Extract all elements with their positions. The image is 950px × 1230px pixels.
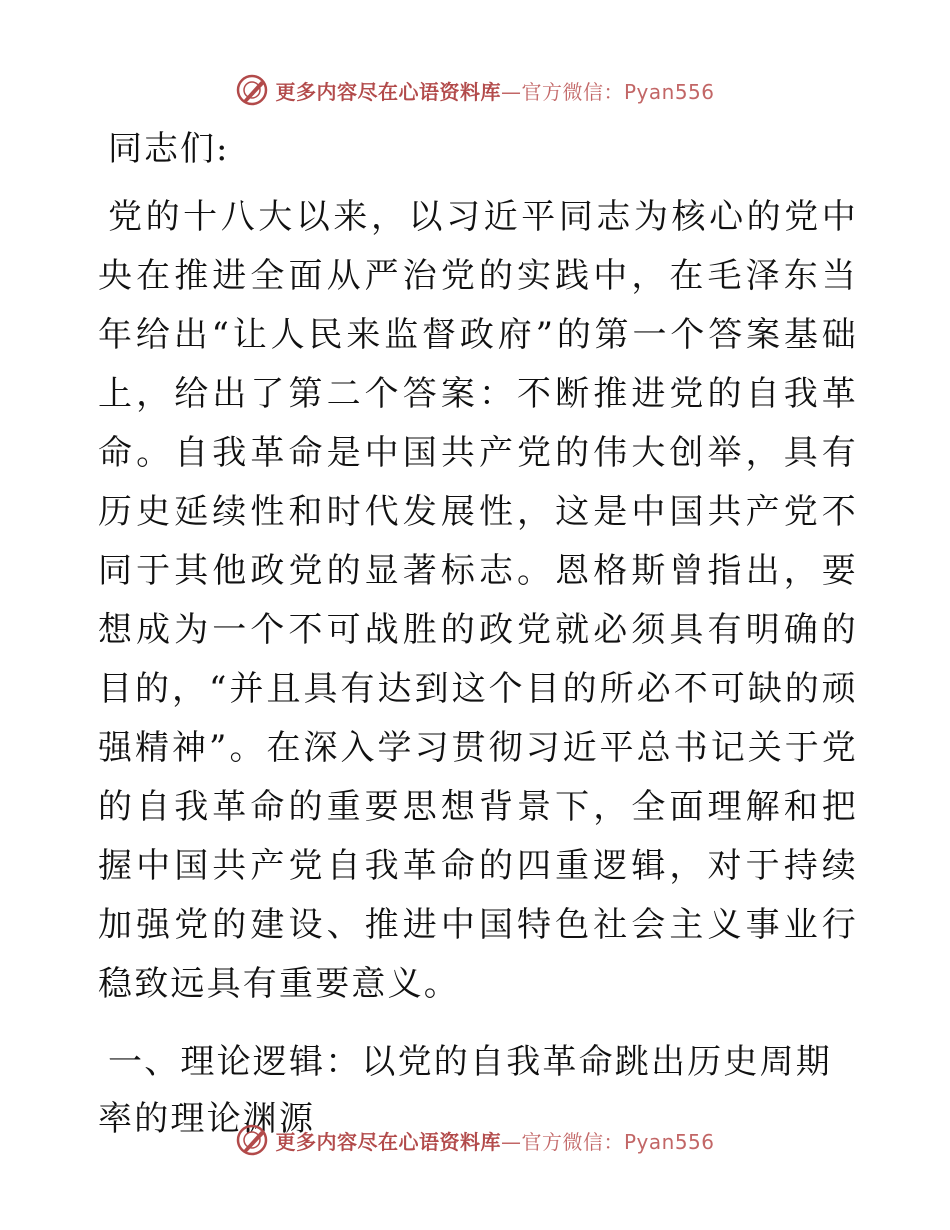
watermark-label: 官方微信： xyxy=(521,79,624,104)
watermark-brand: 更多内容尽在心语资料库 xyxy=(275,79,501,104)
watermark-separator: — xyxy=(500,79,522,104)
watermark-text xyxy=(275,76,714,105)
watermark-wechat-id: Pyan556 xyxy=(623,79,715,104)
watermark-wechat-id: Pyan556 xyxy=(623,1129,715,1154)
watermark-text xyxy=(275,1126,714,1155)
footer-watermark xyxy=(0,1120,950,1160)
document-body xyxy=(98,122,858,1148)
paragraph: 党的十八大以来，以习近平同志为核心的党中央在推进全面从严治党的实践中，在毛泽东当年给出“让人民来监督政府”的第一个答案基础上，给出了第二个答案：不断推进党的自我革命。自我革命是中国共产党的伟大创举，具有历史延续性和时代发展性，这是中国共产党不同于其他政党的显著标志。恩格斯曾指出，要想成为一个不可战胜的政党就必须具有明确的目的，“并且具有达到这个目的所必不可缺的顽强精神”。在深入学习贯彻习近平总书记关于党的自我革命的重要思想背景下，全面理解和把握中国共产党自我革命的四重逻辑，对于持续加强党的建设、推进中国特色社会主义事业行稳致远具有重要意义。 xyxy=(98,197,858,1004)
header-watermark xyxy=(0,70,950,110)
watermark-separator: — xyxy=(500,1129,522,1154)
section-heading: 一、理论逻辑：以党的自我革命跳出历史周期率的理论渊源 xyxy=(98,1042,832,1139)
watermark-brand: 更多内容尽在心语资料库 xyxy=(275,1129,501,1154)
greeting: 同志们: xyxy=(108,129,230,169)
pen-logo-icon xyxy=(235,1123,269,1157)
watermark-label: 官方微信： xyxy=(521,1129,624,1154)
pen-logo-icon xyxy=(235,73,269,107)
